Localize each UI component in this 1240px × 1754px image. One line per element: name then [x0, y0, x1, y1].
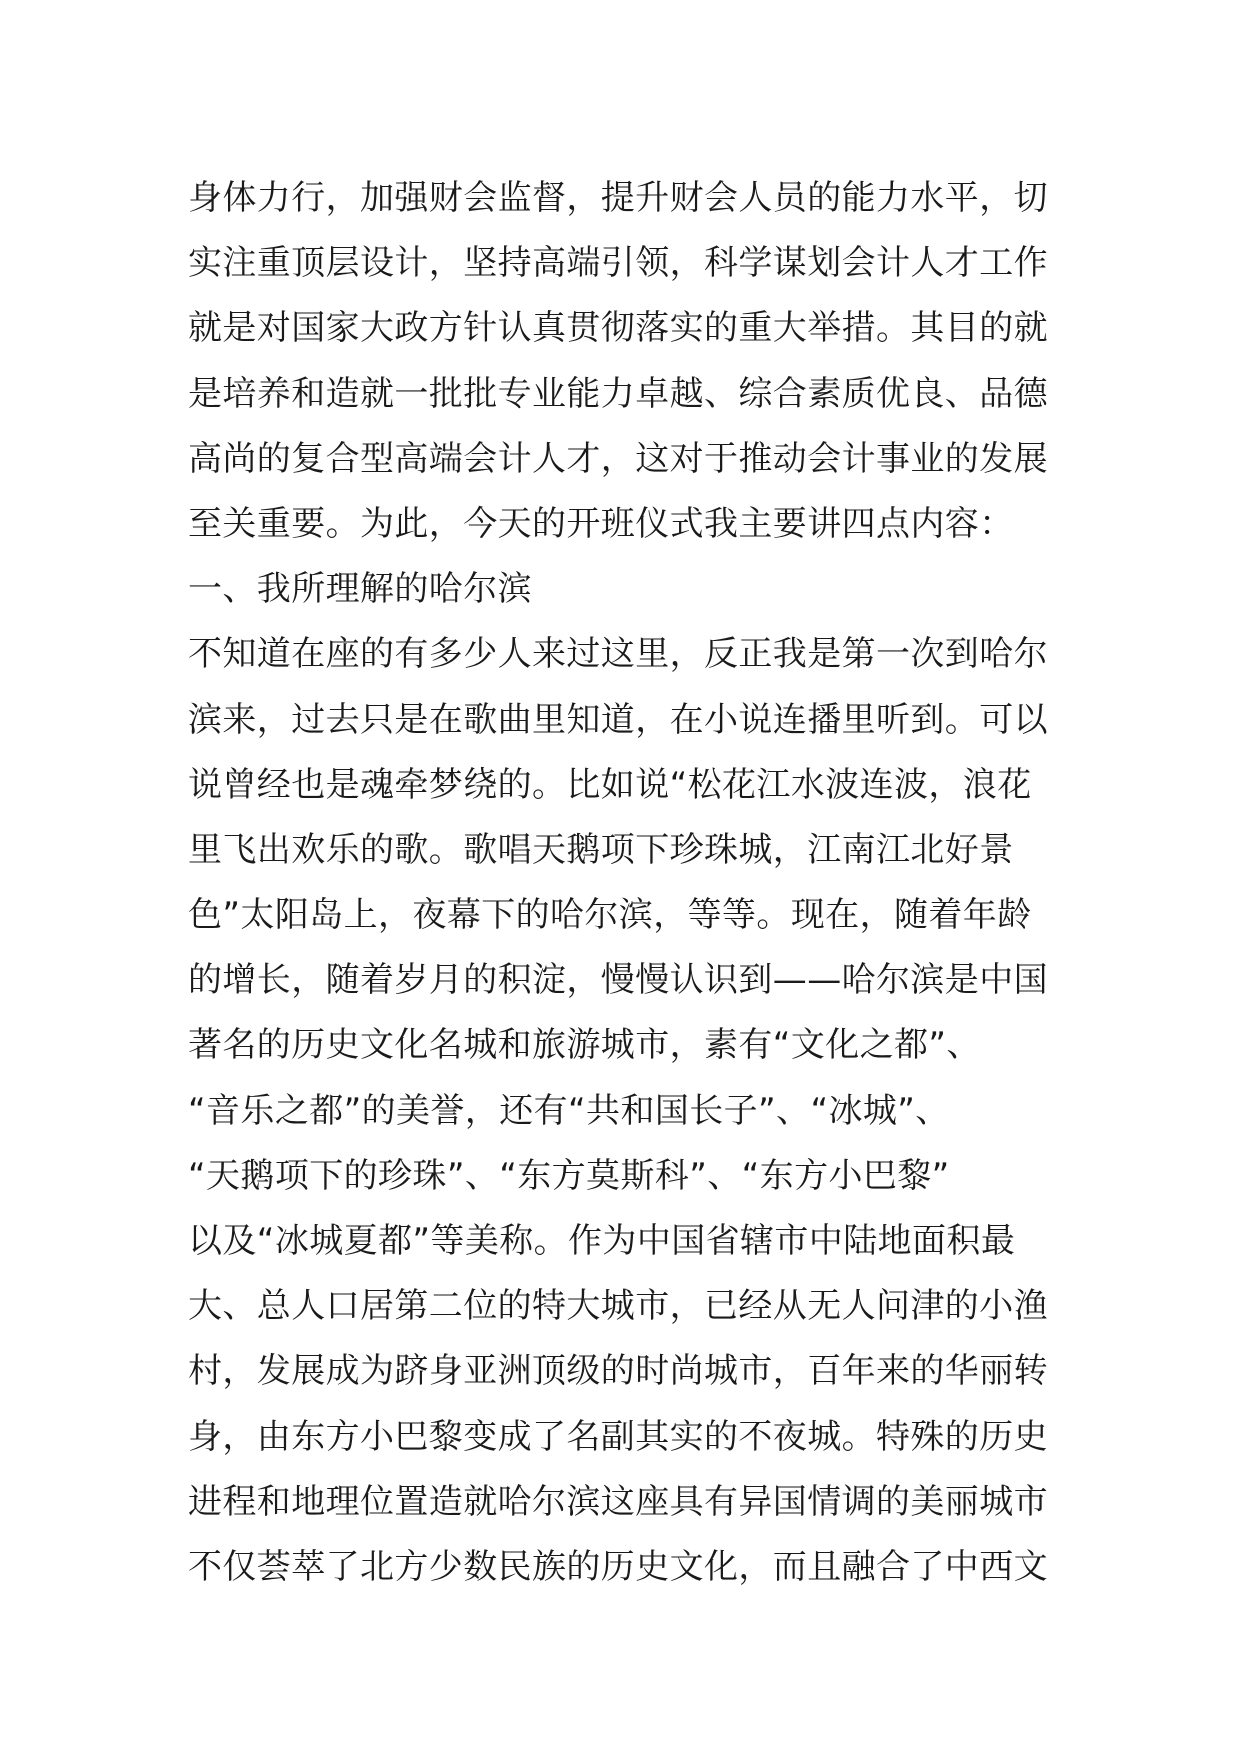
section-heading: 一、我所理解的哈尔滨: [188, 569, 532, 610]
text-line: 大、总人口居第二位的特大城市，已经从无人问津的小渔: [188, 1286, 1048, 1327]
body-text: [188, 166, 1068, 1600]
text-line: 身，由东方小巴黎变成了名副其实的不夜城。特殊的历史: [188, 1416, 1048, 1457]
text-line: “音乐之都”的美誉，还有“共和国长子”、“冰城”、: [188, 1090, 950, 1131]
text-line: 村，发展成为跻身亚洲顶级的时尚城市，百年来的华丽转: [188, 1351, 1048, 1392]
text-line: 不仅荟萃了北方少数民族的历史文化，而且融合了中西文: [188, 1546, 1048, 1587]
text-line: 至关重要。为此，今天的开班仪式我主要讲四点内容：: [188, 503, 1014, 544]
text-line: 就是对国家大政方针认真贯彻落实的重大举措。其目的就: [188, 308, 1048, 349]
text-line: 里飞出欢乐的歌。歌唱天鹅项下珍珠城，江南江北好景: [188, 829, 1014, 870]
text-line: 是培养和造就一批批专业能力卓越、综合素质优良、品德: [188, 373, 1048, 414]
text-line: 滨来，过去只是在歌曲里知道，在小说连播里听到。可以: [188, 699, 1048, 740]
text-line: 身体力行，加强财会监督，提升财会人员的能力水平，切: [188, 178, 1048, 218]
text-line: “天鹅项下的珍珠”、“东方莫斯科”、“东方小巴黎”: [188, 1155, 950, 1196]
text-line: 的增长，随着岁月的积淀，慢慢认识到——哈尔滨是中国: [188, 960, 1048, 1001]
text-line: 实注重顶层设计，坚持高端引领，科学谋划会计人才工作: [188, 243, 1048, 284]
text-line: 不知道在座的有多少人来过这里，反正我是第一次到哈尔: [188, 634, 1048, 675]
text-line: 说曾经也是魂牵梦绕的。比如说“松花江水波连波，浪花: [188, 764, 1032, 805]
text-line: 高尚的复合型高端会计人才，这对于推动会计事业的发展: [188, 438, 1048, 479]
text-line: 以及“冰城夏都”等美称。作为中国省辖市中陆地面积最: [188, 1221, 1016, 1261]
text-line: 色”太阳岛上，夜幕下的哈尔滨，等等。现在，随着年龄: [188, 895, 1032, 936]
text-line: 著名的历史文化名城和旅游城市，素有“文化之都”、: [188, 1025, 981, 1066]
text-line: 进程和地理位置造就哈尔滨这座具有异国情调的美丽城市: [188, 1481, 1048, 1522]
